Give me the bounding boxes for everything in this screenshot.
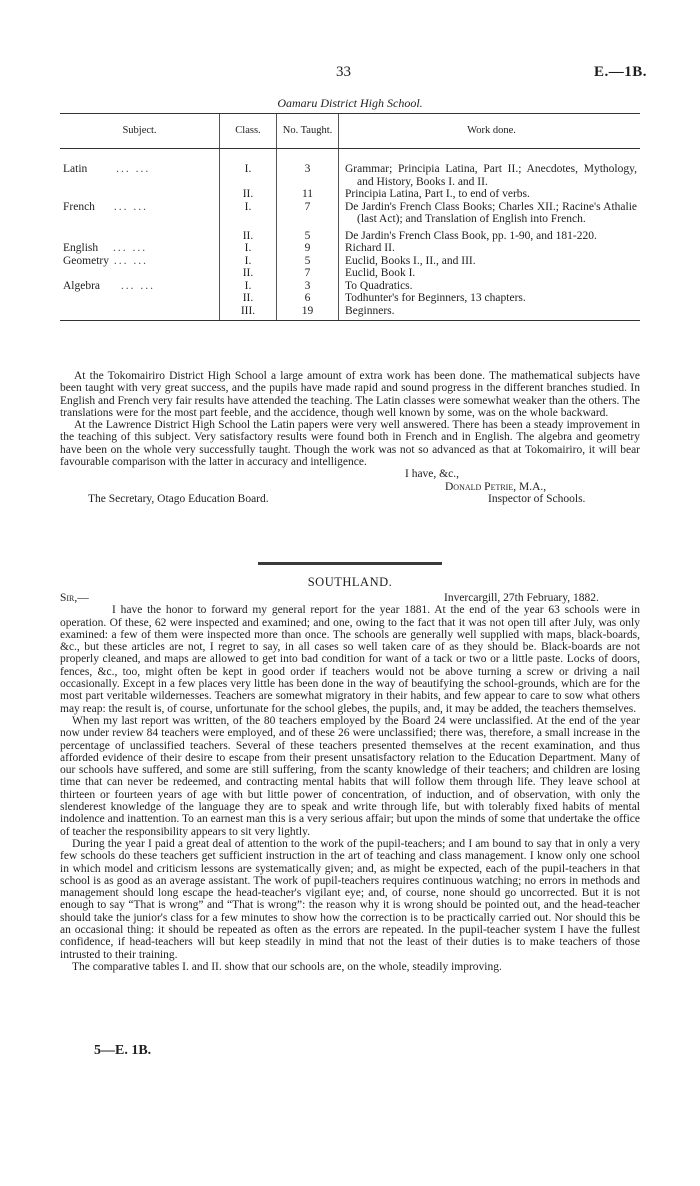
number-cell: 7 xyxy=(277,267,339,280)
column-header-work: Work done. xyxy=(339,114,641,149)
table-row xyxy=(60,242,640,255)
leader-dots: ... ... xyxy=(113,200,148,213)
work-cell: Euclid, Books I., II., and III. xyxy=(345,254,476,267)
number-cell: 3 xyxy=(277,280,339,293)
number-cell: 19 xyxy=(277,305,339,321)
leader-dots: ... ... xyxy=(113,242,148,254)
class-cell: II. xyxy=(220,267,277,280)
paragraph: At the Tokomairiro District High School a large amount of extra work has been done. The mathematical subjects have been taught with very great success, and the pupils have made rapid and sound progress in the different branches studied. In English and French very fair results have attended the teaching. The Latin classes were somewhat weaker than the others. The translations were for the most part feeble, and the accidence, though well known by some, was on the whole backward. xyxy=(60,370,640,419)
class-cell: I. xyxy=(220,255,277,268)
section-heading: SOUTHLAND. xyxy=(307,575,393,589)
subject-cell: Algebra xyxy=(63,279,101,292)
leader-dots: ... ... xyxy=(116,163,151,175)
subject-cell: French xyxy=(63,200,95,213)
table-header-row xyxy=(60,114,640,149)
work-cell: Euclid, Book I. xyxy=(345,267,416,279)
closing-line: I have, &c., xyxy=(405,468,459,481)
paragraph: I have the honor to forward my general report for the year 1881. At the end of the year 63 schools were in operation. Of these, 62 were inspected and examined; and one, owing to the fact that it was not open till after July, was only examined: a few of them were inspected more than once. The schools are generally well supplied with maps, black-boards, &c., but these articles are not, I regret to say, in all cases so well taken care of as they should be. Black-boards are not properly cleaned, and maps are allowed to get into bad condition for want of a tack or two or a little paste. Locks of doors, fences, &c., too, might often be kept in good order if teachers would not be above turning a screw or driving a nail occasionally. Except in a few places very little has been done in the way of beautifying the school-grounds, which are for the most part veritable wildernesses. Teachers are somewhat migratory in their habits, and few appear to care to sow what others may reap: the result is, of course, unfortunate for the school glebes, the pupils, and, it may be added, the teachers themselves. xyxy=(60,604,640,715)
class-cell: II. xyxy=(220,188,277,201)
paragraph: During the year I paid a great deal of attention to the work of the pupil-teachers; and I am bound to say that in only a very few schools do these teachers get sufficient instruction in the art of teaching and class management. I know only one school in which model and criticism lessons are systematically given; and, as might be expected, each of the pupil-teachers in that school is as good as an average assistant. The work of pupil-teachers requires continuous watching; no errors in methods and management should long escape the head-teacher's vigilant eye; and, of course, none should go uncorrected. But it is not enough to say “That is wrong” and “That is wrong”: the reason why it is wrong should be pointed out, and the head-teacher should take the junior's class for a few minutes to show how the correction is to be practically carried out. Nor should this be an occasional thing: it should be repeated as often as the errors are repeated. In the pupil-teacher system I have the fullest confidence, if head-teachers will but keep steadily in mind that not the least of their duties is to make teachers of those intrusted to their training. xyxy=(60,837,640,961)
subject-cell xyxy=(60,226,220,243)
subject-cell xyxy=(60,305,220,321)
number-cell: 7 xyxy=(277,201,339,226)
number-cell: 9 xyxy=(277,242,339,255)
number-cell: 5 xyxy=(277,226,339,243)
subject-cell: English xyxy=(63,242,99,254)
work-cell: Todhunter's for Beginners, 13 chapters. xyxy=(345,292,526,304)
paragraph: The comparative tables I. and II. show that our schools are, on the whole, steadily improving. xyxy=(72,960,502,973)
otago-report xyxy=(60,370,640,505)
table-row xyxy=(60,163,640,188)
class-cell: I. xyxy=(220,163,277,188)
work-cell: De Jardin's French Class Book, pp. 1-90, and 181-220. xyxy=(345,229,597,242)
number-cell: 11 xyxy=(277,188,339,201)
southland-report xyxy=(60,592,640,973)
work-cell: Principia Latina, Part I., to end of verbs. xyxy=(345,188,530,200)
leader-dots: ... ... xyxy=(120,279,156,292)
work-cell: Richard II. xyxy=(345,242,395,254)
signatory-title: Inspector of Schools. xyxy=(488,492,586,505)
column-header-number: No. Taught. xyxy=(277,114,339,149)
work-cell: Grammar; Principia Latina, Part II.; Anecdotes, Mythology, and History, Books I. and II. xyxy=(345,163,637,188)
work-done-table xyxy=(60,113,640,321)
number-cell: 3 xyxy=(277,163,339,188)
number-cell: 5 xyxy=(277,255,339,268)
column-header-class: Class. xyxy=(220,114,277,149)
paragraph: At the Lawrence District High School the Latin papers were very well answered. There has been a steady improvement in the teaching of this subject. Very satisfactory results were found both in French and in English. The algebra and geometry have been on the whole very successfully taught. Though the work was not so advanced as that at Tokomairiro, it will bear favourable comparison with the latter in accuracy and intelligence. xyxy=(60,419,640,469)
work-cell: De Jardin's French Class Books; Charles XII.; Racine's Athalie (last Act); and Translation of English into French. xyxy=(345,200,637,225)
subject-cell xyxy=(60,292,220,305)
section-divider xyxy=(258,562,442,565)
table-row xyxy=(60,267,640,280)
subject-cell xyxy=(60,267,220,280)
class-cell: II. xyxy=(220,226,277,243)
subject-cell: Geometry xyxy=(63,254,109,267)
table-row xyxy=(60,280,640,293)
leader-dots: ... ... xyxy=(113,254,148,267)
paragraph: When my last report was written, of the 80 teachers employed by the Board 24 were unclassified. At the end of the year now under review 84 teachers were employed, and of these 26 were unclassified; there was, therefore, a small increase in the percentage of unclassified teachers. Several of these teachers presented themselves at the recent examination, and thus afforded evidence of their desire to escape from their present unsatisfactory relation to the Education Department. Many of our schools have suffered, and some are still suffering, from the scanty knowledge of their teachers; and children are losing time that can never be redeemed, and contracting mental habits that will follow them through life. They leave school at thirteen or fourteen years of age with but little power of concentration, of induction, and of observation, with only the slenderest knowledge of the language they are to speak and write through life, but with tolerably fixed habits of mental indolence and inattention. To an earnest man this is a very serious affair; but upon the minds of some that undertake the office of teacher the responsibility appears to sit very lightly. xyxy=(60,714,640,838)
work-cell: Beginners. xyxy=(345,304,395,317)
subject-cell xyxy=(60,188,220,201)
number-cell: 6 xyxy=(277,292,339,305)
table-row xyxy=(60,201,640,226)
series-code: E.—1B. xyxy=(594,64,648,80)
class-cell: I. xyxy=(220,201,277,226)
signatory-name: Donald Petrie, M.A., xyxy=(445,480,547,493)
table-row xyxy=(60,255,640,268)
class-cell: III. xyxy=(220,305,277,321)
addressee: The Secretary, Otago Education Board. xyxy=(88,492,269,505)
place-date: Invercargill, 27th February, 1882. xyxy=(444,592,599,604)
class-cell: I. xyxy=(220,242,277,255)
subject-cell: Latin xyxy=(63,163,88,175)
signature-mark: 5—E. 1B. xyxy=(94,1043,152,1058)
table-row xyxy=(60,188,640,201)
table-row xyxy=(60,292,640,305)
table-title: Oamaru District High School. xyxy=(277,96,423,110)
work-cell: To Quadratics. xyxy=(345,279,413,292)
table-row xyxy=(60,305,640,321)
column-header-subject: Subject. xyxy=(60,114,220,149)
table-row xyxy=(60,226,640,243)
class-cell: II. xyxy=(220,292,277,305)
class-cell: I. xyxy=(220,280,277,293)
page-number: 33 xyxy=(336,64,351,80)
salutation: Sir,— xyxy=(60,592,89,604)
